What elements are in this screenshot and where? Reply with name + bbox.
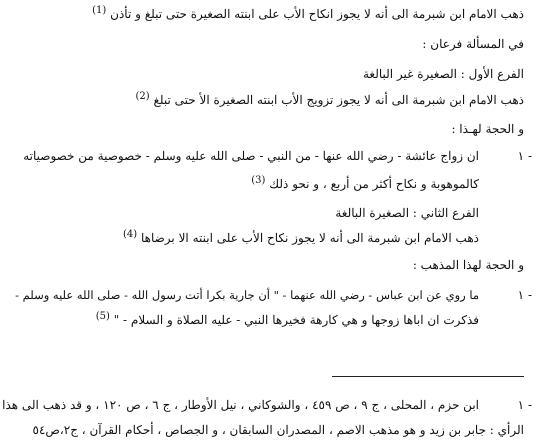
footnote-line-1: ابن حزم ، المحلى ، ج ٩ ، ص ٤٥٩ ، والشوكاني ، نيل الأوطار ، ج ٦ ، ص ١٢٠ ، و قد ذهب الى هذا (2, 398, 479, 412)
branch-1-text (136, 92, 524, 110)
branch-2-title: الفرع الثاني : الصغيرة البالغة (335, 206, 479, 220)
footnote-number: ١ - (517, 398, 532, 412)
footnote-ref-3: (3) (251, 175, 266, 186)
item-2-number: ١ - (517, 288, 532, 302)
item-2-line-2-text: فذكرت ان اباها زوجها و هي كارهة فخيرها النبي - عليه الصلاة و السلام - " (113, 313, 479, 327)
proof-1-title: و الحجة لهـذا : (451, 122, 524, 136)
item-1-line-2 (251, 176, 479, 194)
item-1-line-1: ان زواج عائشة - رضي الله عنها - من النبي - صلى الله عليه وسلم - خصوصية من خصوصياته (23, 149, 479, 163)
footnote-ref-2: (2) (135, 91, 150, 102)
footnote-ref-5: (5) (95, 311, 110, 322)
footnote-line-2: الرأي : جابر بن زيد و هو مذهب الاصم ، المصدران السابقان ، و الجصاص ، أحكام القرآن ، ج٢،ص٥٤ (32, 423, 524, 437)
intro-line-2: في المسألة فرعان : (422, 37, 524, 51)
intro-line-1-text: ذهب الامام ابن شبرمة الى أنه لا يجوز انكاح الأب على ابنته الصغيرة حتى تبلغ و تأذن (110, 7, 524, 21)
footnote-separator (332, 376, 524, 377)
intro-line-1 (92, 6, 524, 24)
branch-1-title: الفرع الأول : الصغيرة غير البالغة (362, 67, 524, 81)
branch-2-text (123, 230, 479, 248)
branch-1-text-body: ذهب الامام ابن شبرمة الى أنه لا يجوز تزويج الأب ابنته الصغيرة الأ حتى تبلغ (153, 93, 524, 107)
item-1-number: ١ - (517, 149, 532, 163)
item-2-line-1: ما روي عن ابن عباس - رضي الله عنهما - " أن جارية بكرا أتت رسول الله - صلى الله عليه وسلم - (15, 288, 479, 302)
item-2-line-2 (96, 312, 479, 330)
branch-2-text-body: ذهب الامام ابن شبرمة الى أنه لا يجوز نكاح الأب على ابنته الا برضاها (140, 231, 479, 245)
footnote-ref-4: (4) (122, 229, 138, 240)
item-1-line-2-text: كالموهوبة و نكاح أكثر من أربع ، و نحو ذلك (269, 177, 479, 191)
proof-2-title: و الحجة لهذا المذهب : (412, 258, 524, 272)
footnote-ref-1: (1) (92, 5, 107, 16)
